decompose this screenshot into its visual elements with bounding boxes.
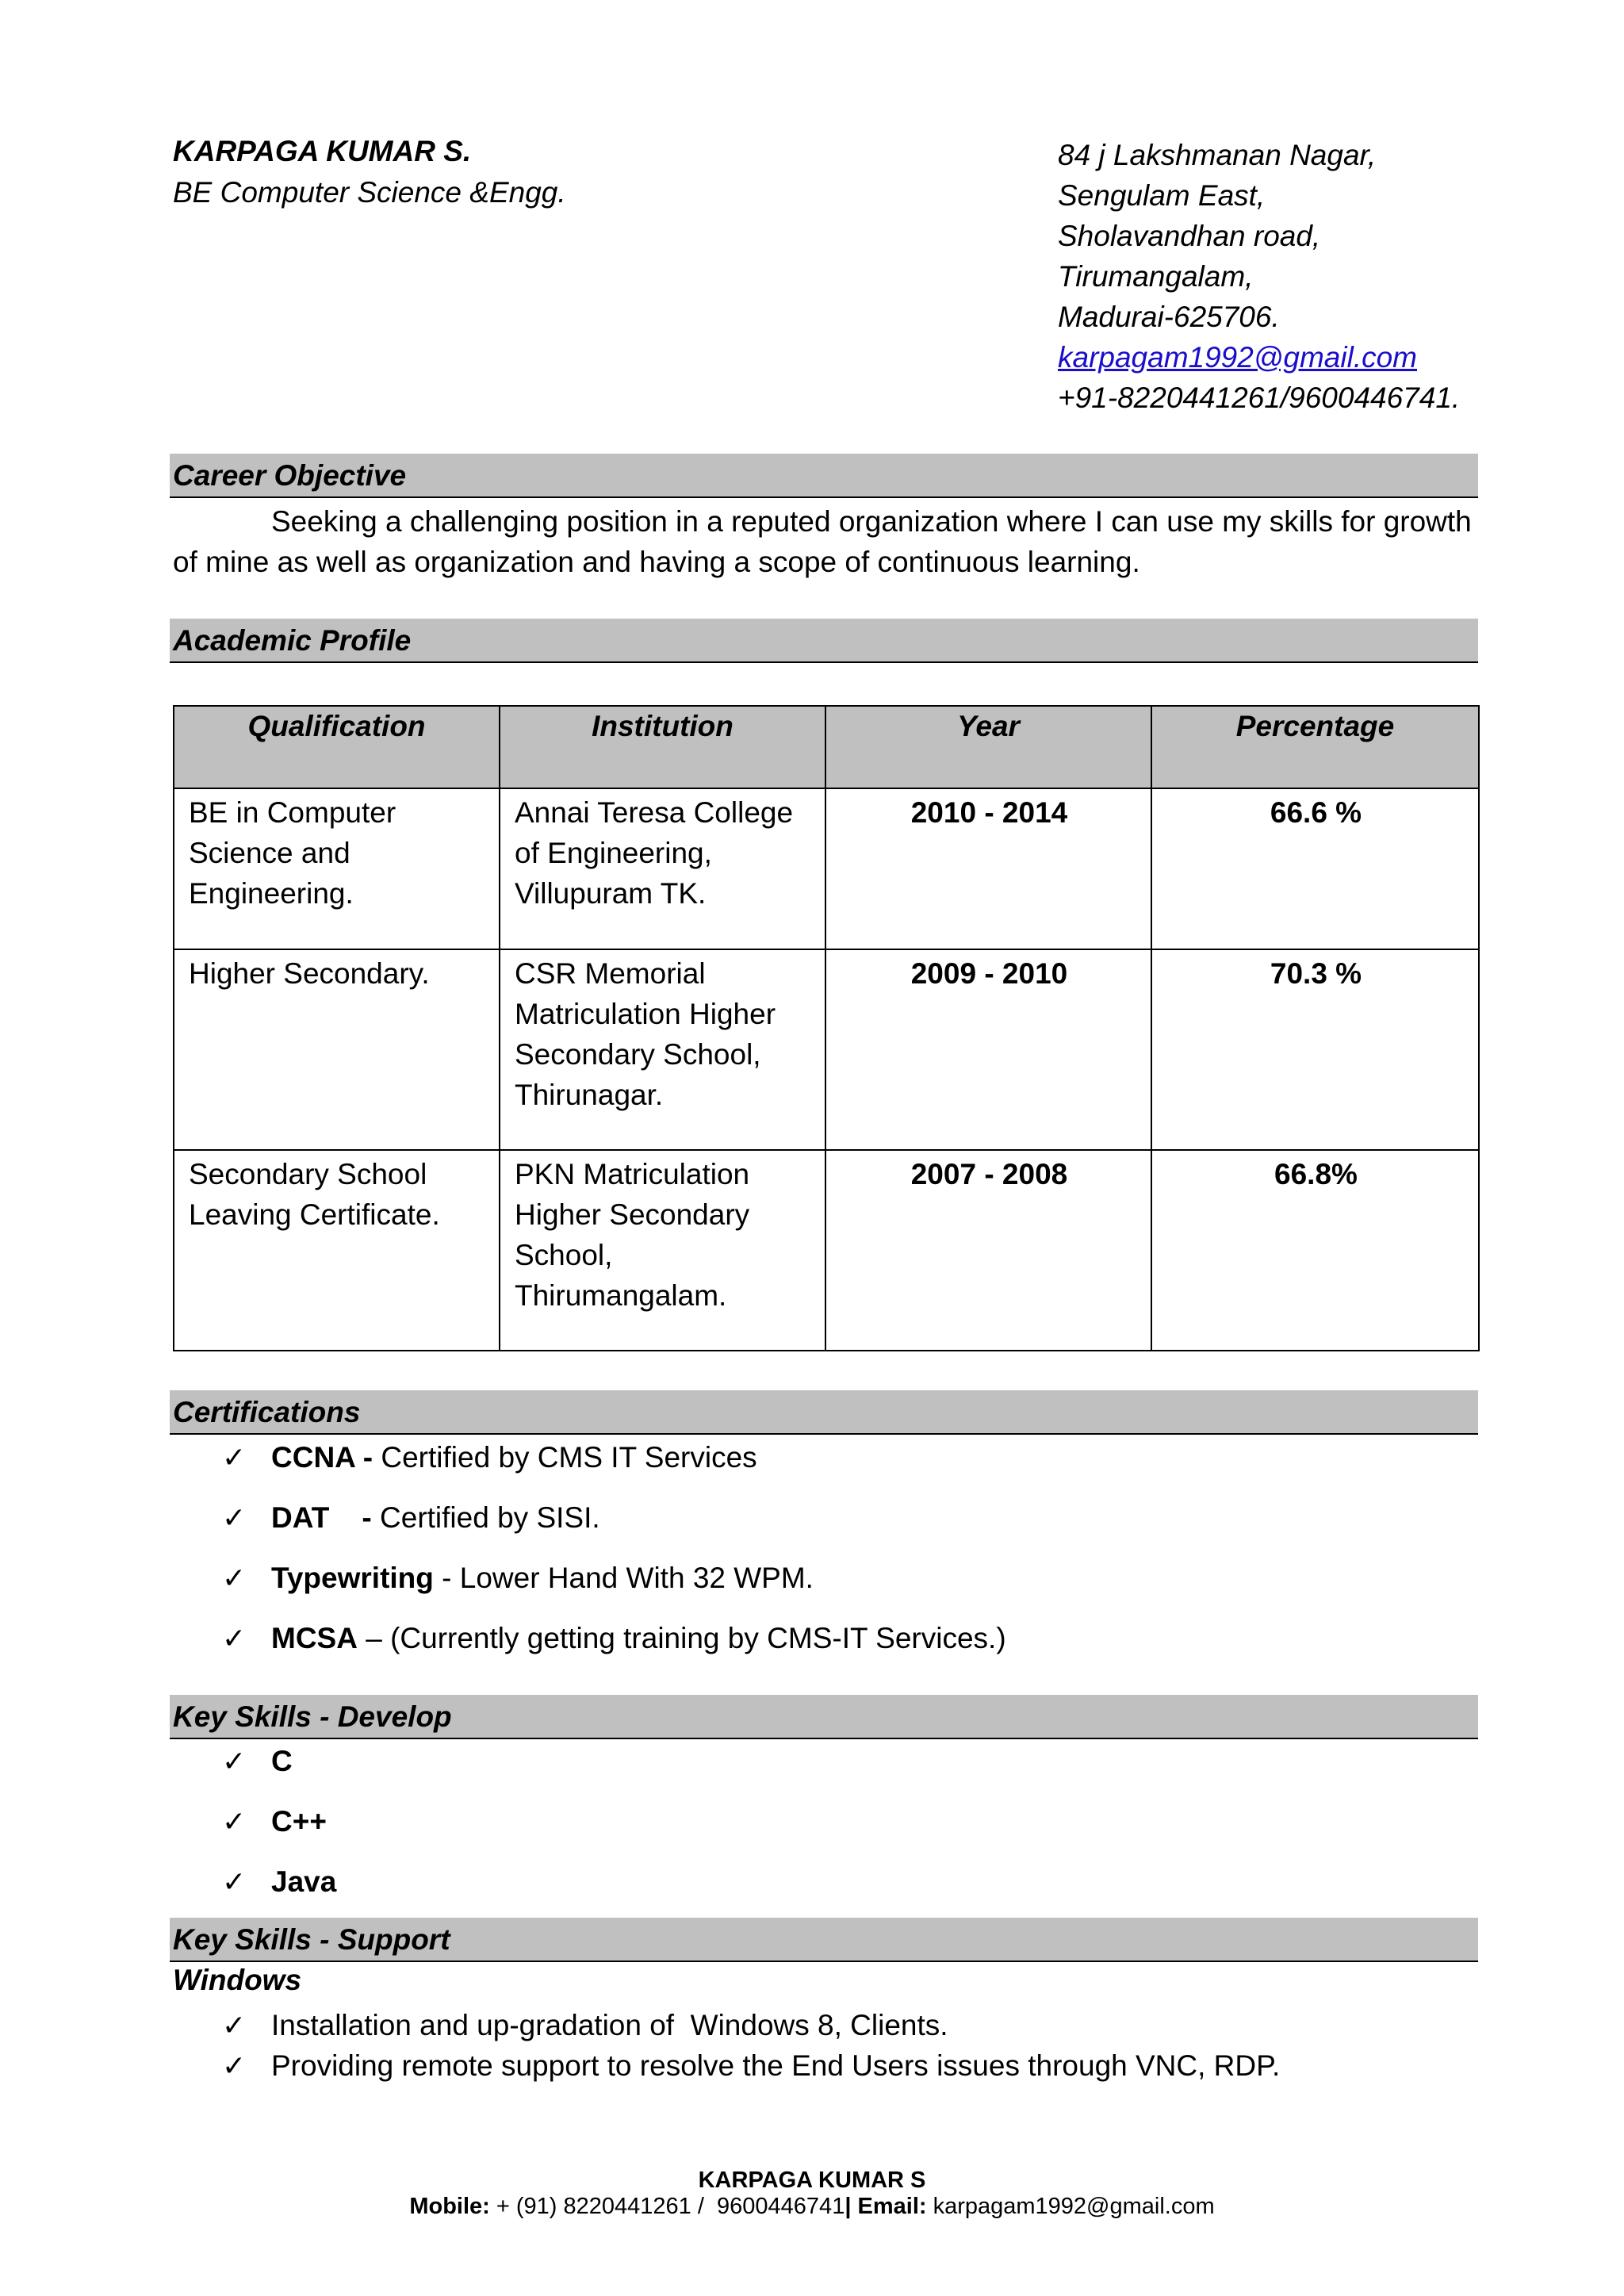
year-cell: 2010 - 2014 <box>825 788 1151 949</box>
support-subtitle: Windows <box>173 1964 302 1996</box>
list-item <box>222 1435 1006 1496</box>
qualification-cell: BE in Computer Science and Engineering. <box>174 788 500 949</box>
address-line: Tirumangalam, <box>1058 260 1254 293</box>
institution-cell: PKN Matriculation Higher Secondary School, Thirumangalam. <box>500 1150 825 1351</box>
contact-address <box>1058 135 1460 418</box>
cert-detail: Certified by CMS IT Services <box>373 1441 757 1474</box>
cert-name: MCSA <box>271 1622 358 1654</box>
list-item <box>222 1860 336 1920</box>
list-item <box>222 2005 1280 2045</box>
develop-skills-list <box>222 1739 336 1920</box>
address-line: Sengulam East, <box>1058 179 1266 212</box>
cert-detail: Certified by SISI. <box>371 1501 600 1534</box>
list-item <box>222 1800 336 1860</box>
table-row <box>174 949 1479 1150</box>
section-header-career-objective: Career Objective <box>170 454 1478 498</box>
support-item-text: Providing remote support to resolve the End Users issues through VNC, RDP. <box>271 2049 1281 2082</box>
table-row <box>174 788 1479 949</box>
footer-mobile: + (91) 8220441261 / 9600446741 <box>489 2194 845 2219</box>
qualification-cell: Secondary School Leaving Certificate. <box>174 1150 500 1351</box>
institution-cell: Annai Teresa College of Engineering, Villupuram TK. <box>500 788 825 949</box>
year-cell: 2007 - 2008 <box>825 1150 1151 1351</box>
percentage-cell: 66.8% <box>1151 1150 1479 1351</box>
percentage-cell: 70.3 % <box>1151 949 1479 1150</box>
address-line: Madurai-625706. <box>1058 301 1280 333</box>
checkmark-icon: ✓ <box>222 2049 247 2082</box>
institution-cell: CSR Memorial Matriculation Higher Secondary School, Thirunagar. <box>500 949 825 1150</box>
phone-number: +91-8220441261/9600446741. <box>1058 381 1461 414</box>
candidate-degree: BE Computer Science &Engg. <box>173 176 566 209</box>
skill-name: Java <box>271 1865 337 1898</box>
skill-name: C <box>271 1745 293 1777</box>
list-item <box>222 1739 336 1800</box>
address-line: 84 j Lakshmanan Nagar, <box>1058 139 1377 171</box>
list-item <box>222 1496 1006 1556</box>
percentage-cell: 66.6 % <box>1151 788 1479 949</box>
footer-contact <box>0 2194 1624 2220</box>
email-link[interactable]: karpagam1992@gmail.com <box>1058 341 1417 374</box>
column-header: Institution <box>500 706 825 788</box>
column-header: Percentage <box>1151 706 1479 788</box>
support-skills-list <box>222 2005 1280 2086</box>
cert-name: DAT - <box>271 1501 372 1534</box>
checkmark-icon: ✓ <box>222 1745 247 1777</box>
table-row <box>174 1150 1479 1351</box>
skill-name: C++ <box>271 1805 327 1838</box>
checkmark-icon: ✓ <box>222 2009 247 2041</box>
candidate-name: KARPAGA KUMAR S. <box>173 135 472 167</box>
address-line: Sholavandhan road, <box>1058 220 1321 252</box>
career-objective-text: Seeking a challenging position in a reputed organization where I can use my skills for growth of mine as well as organization and having a scope of continuous learning. <box>173 505 1472 578</box>
footer-mobile-label: Mobile: <box>409 2194 490 2219</box>
academic-table <box>173 705 1480 1351</box>
cert-name: CCNA - <box>271 1441 373 1474</box>
footer-email: karpagam1992@gmail.com <box>926 2194 1215 2219</box>
qualification-cell: Higher Secondary. <box>174 949 500 1150</box>
support-item-text: Installation and up-gradation of Windows 8, Clients. <box>271 2009 948 2041</box>
checkmark-icon: ✓ <box>222 1622 247 1654</box>
column-header: Year <box>825 706 1151 788</box>
year-cell: 2009 - 2010 <box>825 949 1151 1150</box>
cert-detail: - Lower Hand With 32 WPM. <box>433 1562 814 1594</box>
list-item <box>222 1556 1006 1616</box>
certifications-list <box>222 1435 1006 1677</box>
checkmark-icon: ✓ <box>222 1805 247 1838</box>
footer-name-text: KARPAGA KUMAR S <box>698 2168 926 2193</box>
list-item <box>222 1616 1006 1677</box>
footer-name <box>0 2168 1624 2194</box>
section-header-certifications: Certifications <box>170 1390 1478 1435</box>
column-header: Qualification <box>174 706 500 788</box>
checkmark-icon: ✓ <box>222 1865 247 1898</box>
list-item <box>222 2045 1280 2086</box>
checkmark-icon: ✓ <box>222 1562 247 1594</box>
cert-detail: – (Currently getting training by CMS-IT Services.) <box>357 1622 1006 1654</box>
table-header-row <box>174 706 1479 788</box>
section-header-academic-profile: Academic Profile <box>170 619 1478 663</box>
cert-name: Typewriting <box>271 1562 434 1594</box>
section-header-skills-develop: Key Skills - Develop <box>170 1695 1478 1739</box>
section-header-skills-support: Key Skills - Support <box>170 1918 1478 1962</box>
checkmark-icon: ✓ <box>222 1441 247 1474</box>
checkmark-icon: ✓ <box>222 1501 247 1534</box>
footer-email-label: | Email: <box>845 2194 927 2219</box>
